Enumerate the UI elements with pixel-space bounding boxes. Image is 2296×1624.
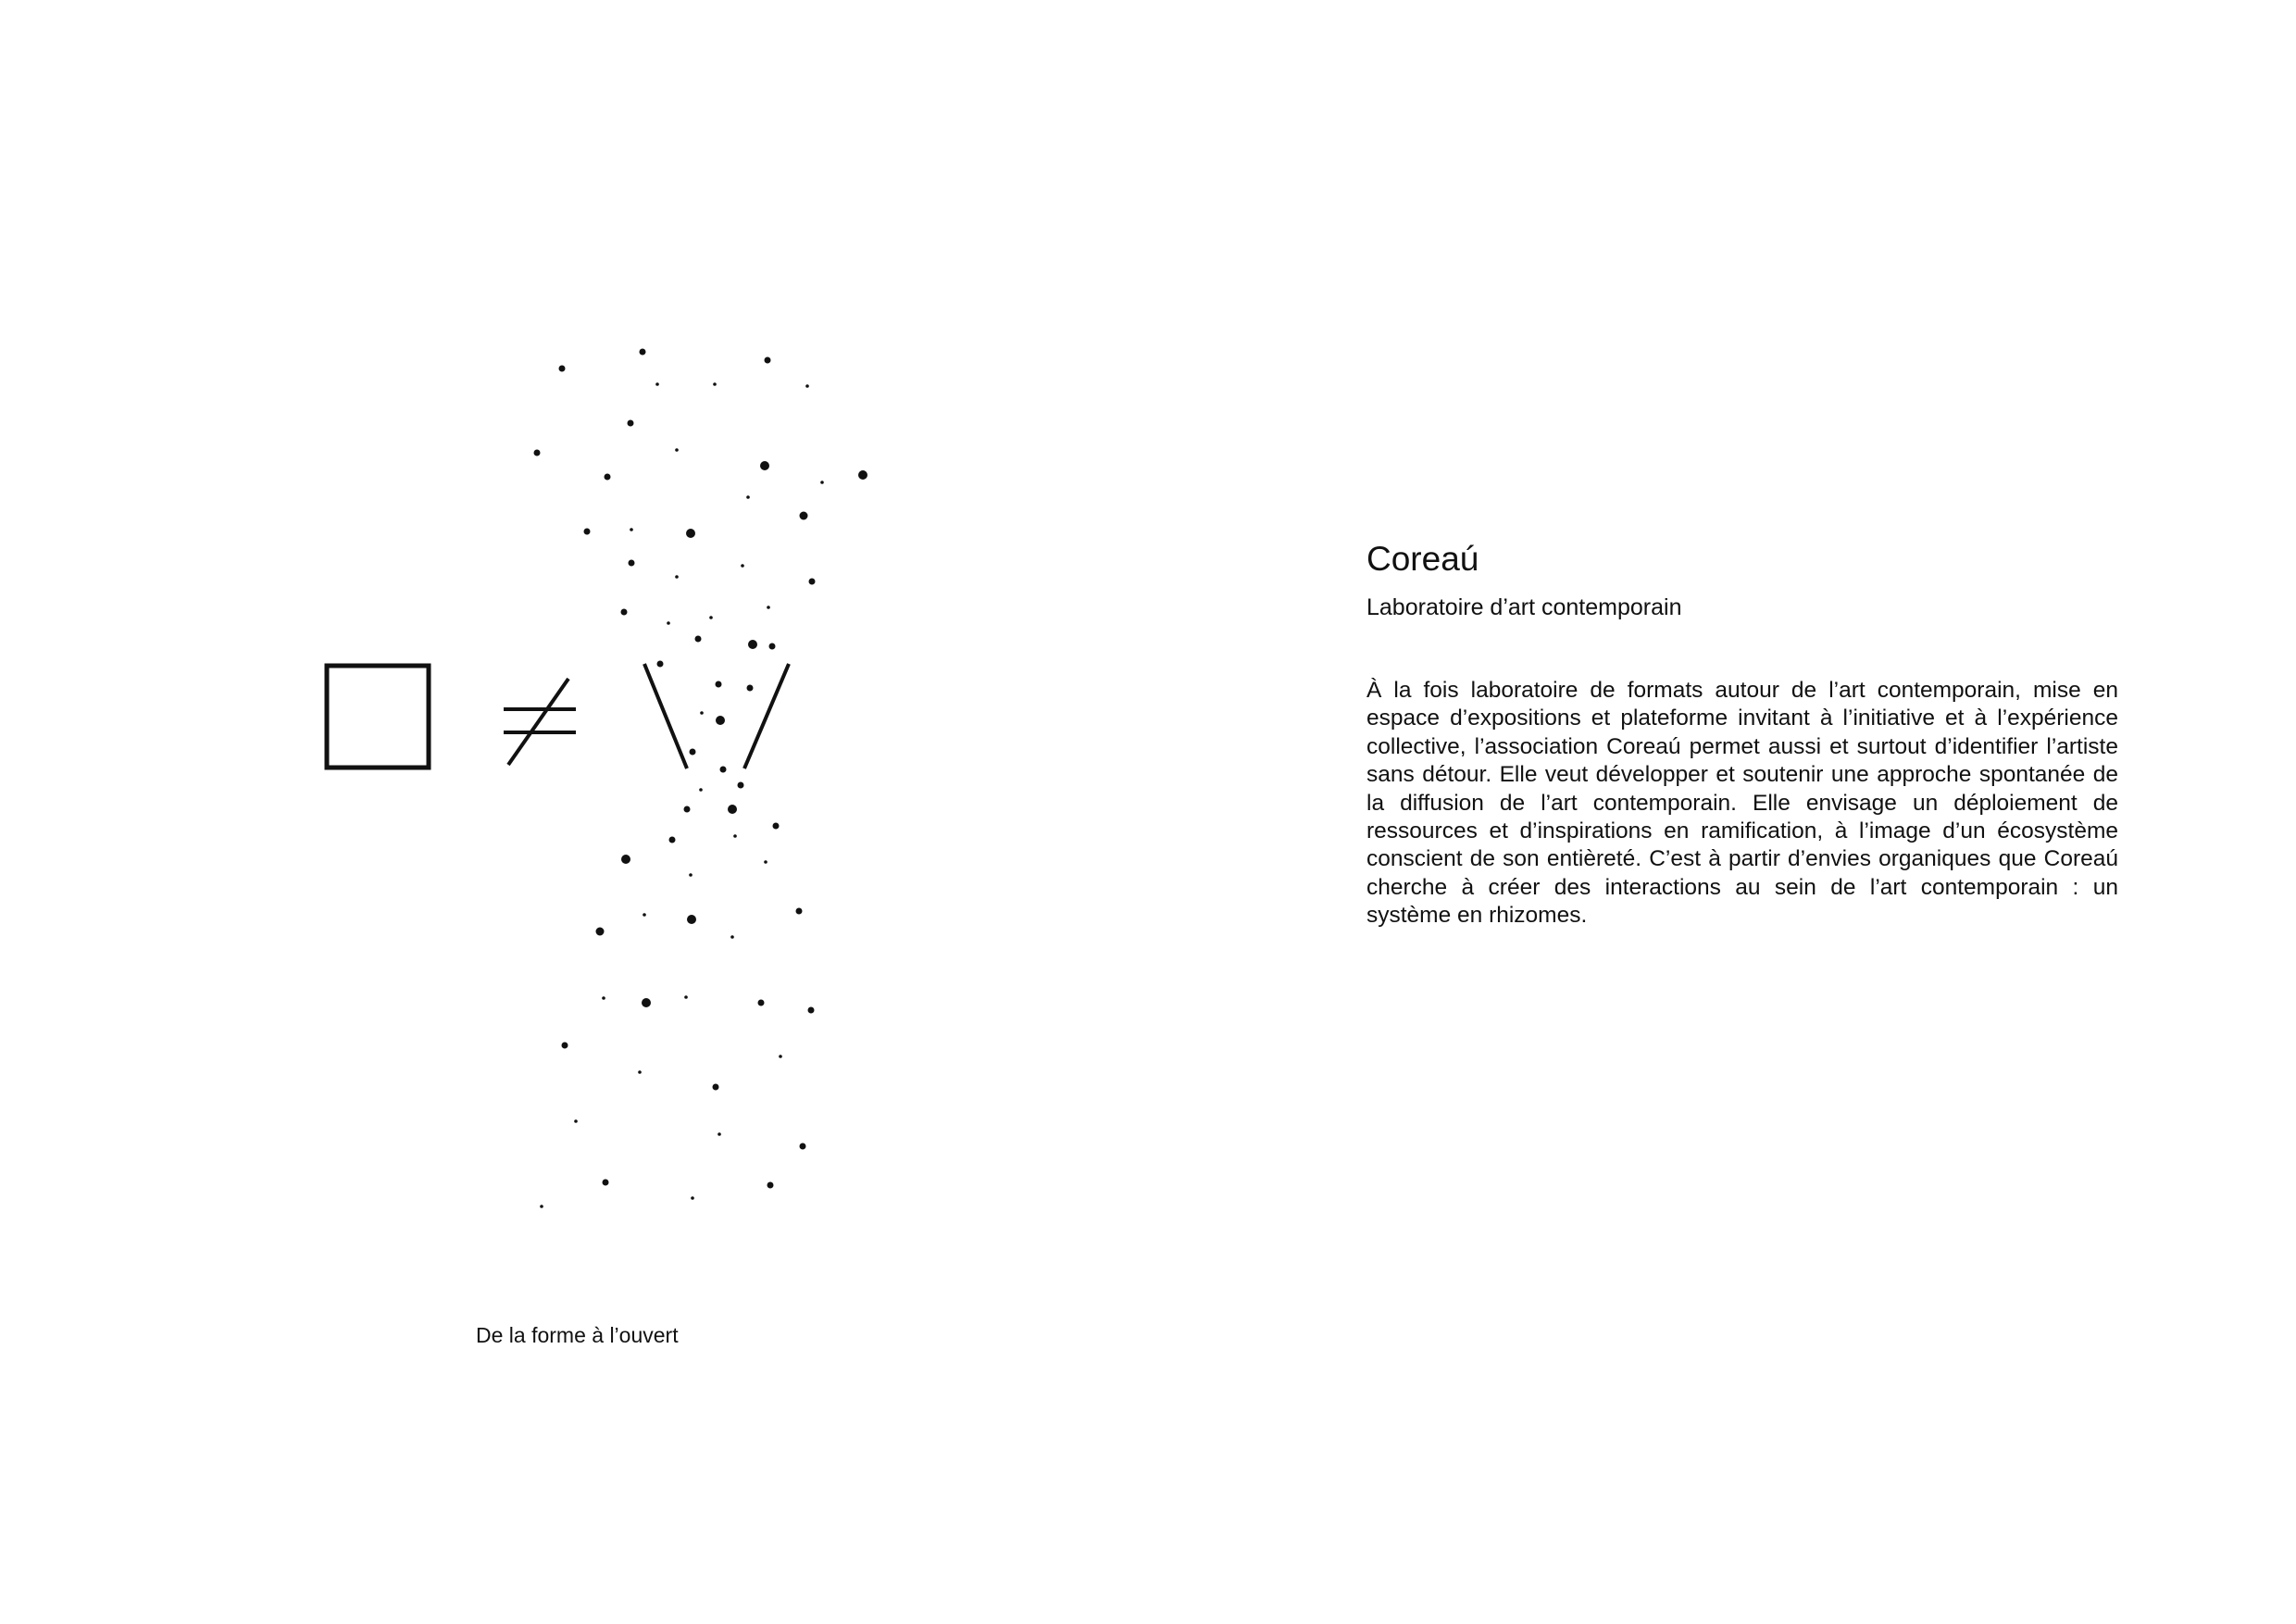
dot (809, 579, 816, 585)
dot (764, 860, 767, 864)
dot (800, 512, 808, 520)
dot (630, 528, 633, 531)
dot (713, 382, 717, 386)
dot (718, 1132, 721, 1136)
dot (808, 1007, 815, 1014)
square-icon (327, 666, 429, 768)
dot (603, 1180, 609, 1186)
dot (596, 928, 605, 936)
dot (758, 1000, 765, 1006)
dot (695, 636, 702, 643)
dot (765, 357, 771, 364)
dot (746, 495, 750, 499)
dot (667, 621, 670, 625)
dot (669, 837, 676, 843)
dot (540, 1205, 543, 1208)
dot (796, 908, 803, 915)
dot (741, 564, 744, 568)
dot (629, 560, 635, 567)
dot (655, 382, 659, 386)
dot (602, 996, 605, 1000)
dot (760, 461, 769, 470)
dot (642, 998, 651, 1007)
dot (767, 606, 770, 609)
dot (691, 1196, 694, 1200)
dot (584, 529, 591, 535)
dot (621, 855, 630, 864)
dot (686, 529, 695, 538)
dot (709, 616, 713, 619)
dot (730, 935, 734, 939)
dot (574, 1119, 578, 1123)
dot (716, 681, 722, 688)
dot (628, 420, 634, 427)
dot (675, 448, 679, 452)
page-subtitle: Laboratoire d’art contemporain (1366, 594, 1682, 620)
body-paragraph: À la fois laboratoire de formats autour de l’art contemporain, mise en espace d’expositions et plateforme invitant à l’initiative et à l’expérience collective, l’association Coreaú permet aussi et surtout d’identifier l’artiste sans détour. Elle veut développer et soutenir une approche spontanée de la diffusion de l’art contemporain. Elle envisage un déploiement de ressources et d’inspirations en ramification, à l’image d’un écosystème conscient de son entièreté. C’est à partir d’envies organiques que Coreaú cherche à créer des interactions au sein de l’art contemporain : un système en rhizomes. (1366, 678, 2118, 929)
dot (689, 873, 693, 877)
dot (684, 995, 688, 999)
dot (728, 805, 737, 814)
dot (700, 711, 704, 715)
dot (800, 1143, 806, 1150)
dot (720, 767, 727, 773)
dot (699, 788, 703, 792)
scattered-dots (534, 349, 868, 1208)
dot (559, 366, 566, 372)
dot (657, 661, 664, 668)
dot (733, 834, 737, 838)
figure-caption: De la forme à l’ouvert (476, 1323, 679, 1347)
dot (643, 913, 646, 917)
dot (858, 470, 867, 480)
dot (605, 474, 611, 481)
dot (779, 1055, 782, 1058)
dot (638, 1070, 642, 1074)
dot (713, 1084, 719, 1091)
dot (684, 806, 691, 813)
dot (805, 384, 809, 388)
dot (769, 643, 776, 650)
page-title: Coreaú (1366, 540, 1479, 578)
open-shape-icon (644, 664, 789, 768)
dot (748, 640, 757, 649)
dot (738, 782, 744, 789)
dot (690, 749, 696, 756)
dot (687, 915, 696, 924)
dot (675, 575, 679, 579)
dot (640, 349, 646, 356)
dot (562, 1043, 568, 1049)
dot (621, 609, 628, 616)
dot (534, 450, 541, 456)
dot (716, 716, 725, 725)
dot (747, 685, 754, 692)
dot (773, 823, 780, 830)
dot (820, 481, 824, 484)
not-equal-icon (504, 679, 576, 765)
dot (767, 1182, 774, 1189)
